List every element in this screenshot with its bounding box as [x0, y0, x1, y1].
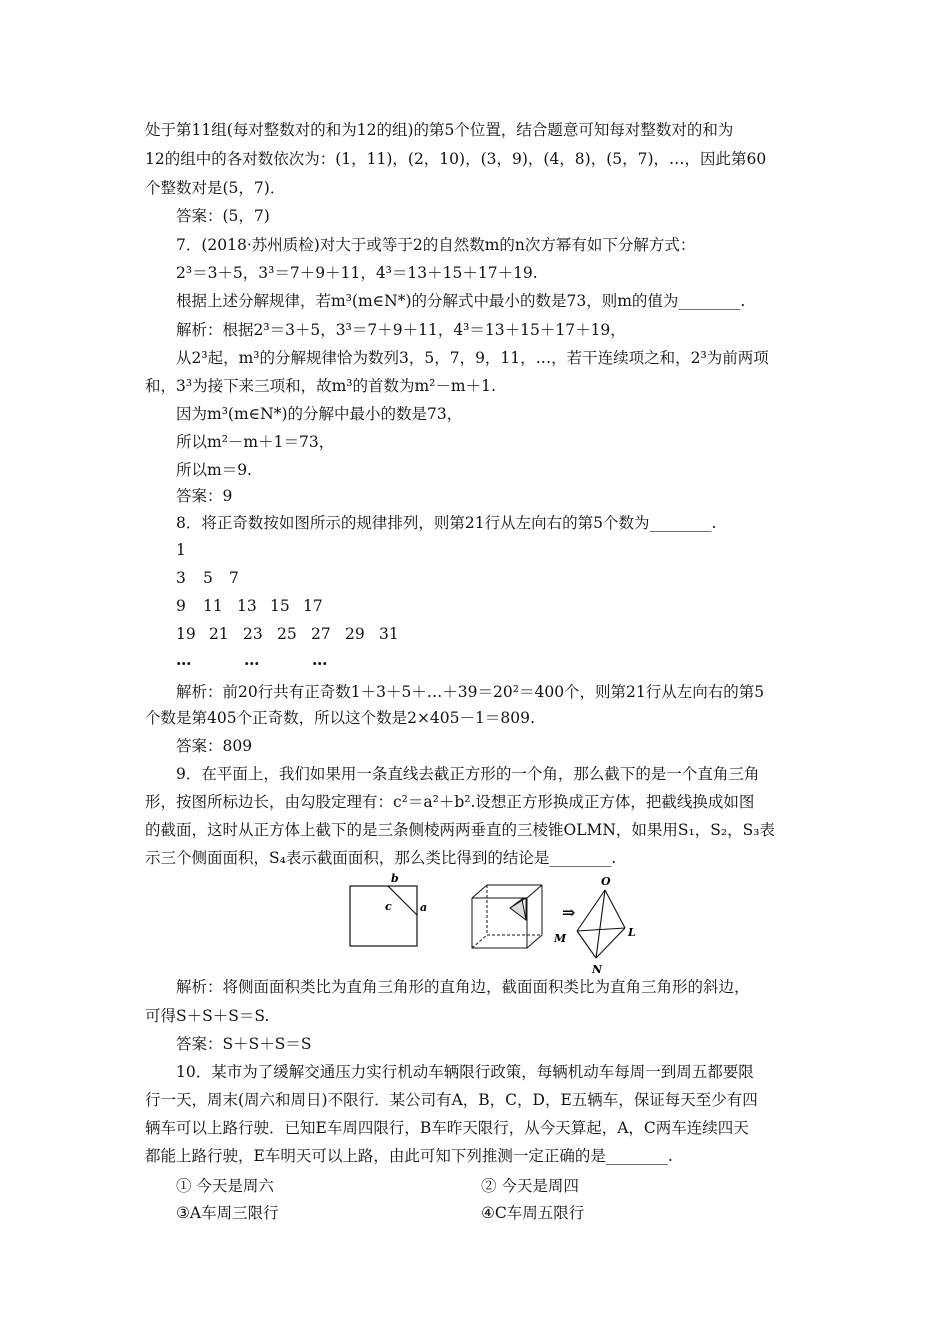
cube-shape — [472, 885, 542, 948]
odd-number: 1 — [176, 541, 186, 559]
label-a: a — [420, 901, 428, 914]
odd-number: 11 — [203, 597, 223, 615]
cut-line — [388, 886, 417, 915]
odd-number: 27 — [311, 625, 331, 643]
q9-line-4: 示三个侧面面积，S₄表示截面面积，那么类比得到的结论是________. — [145, 849, 617, 867]
q7-stem: 7．(2018·苏州质检)对大于或等于2的自然数m的n次方幂有如下分解方式： — [176, 236, 696, 254]
label-L: L — [628, 926, 636, 939]
label-b: b — [391, 872, 399, 885]
q10-line-2: 行一天，周末(周六和周日)不限行．某公司有A，B，C，D，E五辆车，保证每天至少有四 — [145, 1091, 758, 1109]
odd-number: 17 — [303, 597, 323, 615]
odd-number: 23 — [243, 625, 263, 643]
q9-figure — [340, 868, 660, 978]
q7-answer: 答案：9 — [176, 487, 233, 505]
square-shape — [350, 886, 417, 946]
ellipsis: … — [244, 650, 258, 669]
q10-line-1: 10．某市为了缓解交通压力实行机动车辆限行政策，每辆机动车每周一到周五都要限 — [176, 1063, 754, 1081]
q7-solution-3: 和，3³为接下来三项和，故m³的首数为m²－m＋1. — [145, 377, 496, 395]
odd-number: 7 — [229, 569, 239, 587]
odd-number: 3 — [176, 569, 186, 587]
odd-number: 21 — [209, 625, 229, 643]
q10-option-1: ① 今天是周六 — [176, 1177, 274, 1195]
q9-solution-1: 解析：将侧面面积类比为直角三角形的直角边，截面面积类比为直角三角形的斜边， — [176, 978, 750, 996]
q7-question: 根据上述分解规律，若m³(m∈N*)的分解式中最小的数是73，则m的值为________. — [176, 292, 746, 310]
q8-solution-1: 解析：前20行共有正奇数1＋3＋5＋…＋39＝20²＝400个，则第21行从左向右的第5 — [176, 683, 765, 701]
q7-solution-4: 因为m³(m∈N*)的分解中最小的数是73， — [176, 405, 463, 423]
odd-number: 19 — [176, 625, 196, 643]
odd-number: 9 — [176, 597, 186, 615]
intro-line-1: 处于第11组(每对整数对的和为12的组)的第5个位置，结合题意可知每对整数对的和为 — [145, 121, 734, 139]
q10-line-4: 都能上路行驶，E车明天可以上路，由此可知下列推测一定正确的是________. — [145, 1147, 673, 1165]
q7-formula: 2³＝3＋5，3³＝7＋9＋11，4³＝13＋15＋17＋19. — [176, 264, 538, 282]
odd-number: 31 — [379, 625, 399, 643]
q8-answer: 答案：809 — [176, 737, 253, 755]
q7-solution-5: 所以m²－m＋1＝73， — [176, 433, 335, 451]
q10-option-3: ③A车周三限行 — [176, 1204, 279, 1222]
odd-number: 29 — [345, 625, 365, 643]
q7-solution-1: 解析：根据2³＝3＋5，3³＝7＋9＋11，4³＝13＋15＋17＋19， — [176, 321, 626, 339]
odd-number: 5 — [203, 569, 213, 587]
odd-number: 25 — [277, 625, 297, 643]
q8-stem: 8．将正奇数按如图所示的规律排列，则第21行从左向右的第5个数为________. — [176, 514, 717, 532]
ellipsis: … — [176, 650, 190, 669]
q10-line-3: 辆车可以上路行驶．已知E车周四限行，B车昨天限行，从今天算起，A，C两车连续四天 — [145, 1119, 749, 1137]
q9-line-2: 形，按图所标边长，由勾股定理有：c²＝a²＋b².设想正方形换成正方体，把截线换成如图 — [145, 793, 755, 811]
intro-line-2: 12的组中的各对数依次为：(1，11)，(2，10)，(3，9)，(4，8)，(5，7)，…，因此第60 — [145, 150, 767, 168]
q9-answer: 答案：S＋S＋S＝S — [176, 1035, 312, 1053]
q8-solution-2: 个数是第405个正奇数，所以这个数是2×405－1＝809. — [145, 709, 535, 727]
q9-line-3: 的截面，这时从正方体上截下的是三条侧棱两两垂直的三棱锥OLMN，如果用S₁，S₂，S₃表 — [145, 821, 775, 839]
label-N: N — [592, 963, 603, 976]
q10-option-4: ④C车周五限行 — [481, 1204, 585, 1222]
intro-answer: 答案：(5，7) — [176, 207, 270, 225]
q9-line-1: 9．在平面上，我们如果用一条直线去截正方形的一个角，那么截下的是一个直角三角 — [176, 765, 760, 783]
label-O: O — [601, 875, 611, 888]
arrow-icon: ⇒ — [562, 903, 576, 922]
odd-number: 13 — [237, 597, 257, 615]
odd-number: 15 — [270, 597, 290, 615]
label-c: c — [385, 900, 392, 913]
pyramid-shape — [577, 890, 625, 958]
intro-line-3: 个整数对是(5，7)． — [145, 179, 286, 197]
label-M: M — [554, 932, 567, 945]
ellipsis: … — [312, 650, 326, 669]
q7-solution-6: 所以m＝9. — [176, 461, 252, 479]
q9-solution-2: 可得S＋S＋S＝S. — [145, 1007, 270, 1025]
q7-solution-2: 从2³起，m³的分解规律恰为数列3，5，7，9，11，…，若干连续项之和，2³为前两项 — [176, 349, 769, 367]
q10-option-2: ② 今天是周四 — [481, 1177, 579, 1195]
